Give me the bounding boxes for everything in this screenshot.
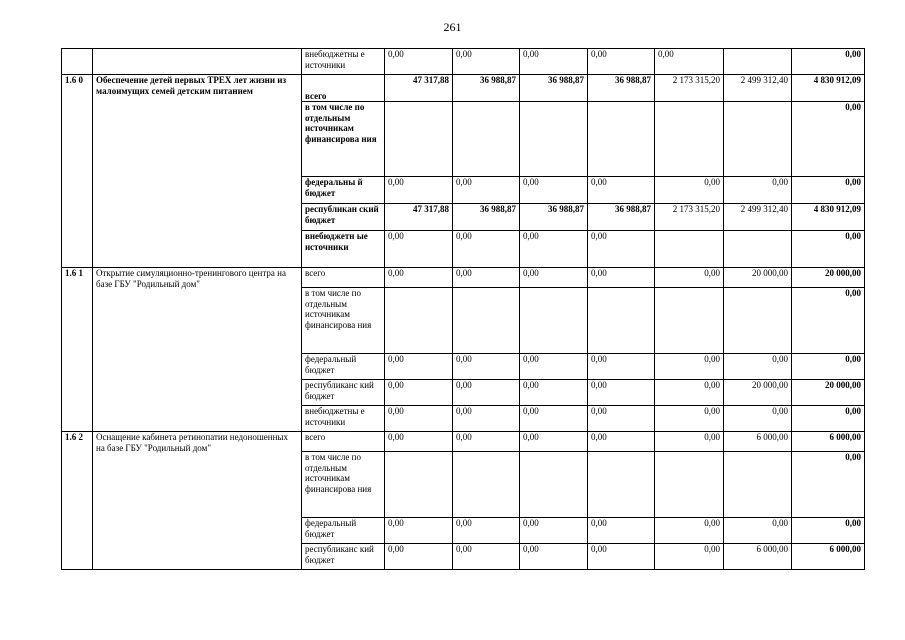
- value-cell: 2 499 312,40: [724, 75, 792, 102]
- value-cell: 0,00: [520, 49, 588, 75]
- value-cell: [655, 452, 724, 518]
- value-cell: 0,00: [520, 177, 588, 204]
- value-cell: 2 173 315,20: [655, 75, 724, 102]
- value-cell: 0,00: [453, 177, 520, 204]
- value-cell: [655, 231, 724, 268]
- value-cell: [724, 49, 792, 75]
- value-cell: 0,00: [520, 432, 588, 452]
- item-title-cell: Обеспечение детей первых ТРЕХ лет жизни из малоимущих семей детским питанием: [93, 75, 302, 268]
- value-cell: 0,00: [588, 49, 655, 75]
- value-cell: 0,00: [385, 354, 453, 380]
- source-cell: внебюджетны е источники: [302, 49, 385, 75]
- value-cell: 0,00: [385, 406, 453, 432]
- table-row: [62, 75, 865, 102]
- value-cell: 0,00: [520, 518, 588, 544]
- source-cell: республиканс кий бюджет: [302, 380, 385, 406]
- value-cell: 0,00: [385, 49, 453, 75]
- source-cell: всего: [302, 268, 385, 288]
- value-cell: 36 988,87: [520, 75, 588, 102]
- value-cell: 0,00: [453, 518, 520, 544]
- value-cell: 0,00: [655, 268, 724, 288]
- value-cell: [520, 288, 588, 354]
- total-cell: 6 000,00: [792, 544, 865, 570]
- value-cell: 0,00: [520, 231, 588, 268]
- value-cell: 0,00: [655, 354, 724, 380]
- value-cell: 0,00: [588, 380, 655, 406]
- item-title-cell: Открытие симуляционно-тренингового центра на базе ГБУ "Родильный дом": [93, 268, 302, 432]
- value-cell: 0,00: [453, 49, 520, 75]
- total-cell: 20 000,00: [792, 268, 865, 288]
- value-cell: 0,00: [453, 380, 520, 406]
- item-number-cell: 1.6 2: [62, 432, 93, 570]
- value-cell: [520, 102, 588, 177]
- value-cell: [453, 102, 520, 177]
- value-cell: 0,00: [655, 406, 724, 432]
- source-cell: внебюджетн ые источники: [302, 231, 385, 268]
- total-cell: 20 000,00: [792, 380, 865, 406]
- value-cell: 0,00: [588, 544, 655, 570]
- value-cell: [385, 452, 453, 518]
- value-cell: 0,00: [453, 354, 520, 380]
- value-cell: 0,00: [655, 544, 724, 570]
- table-row: [62, 432, 865, 452]
- value-cell: 0,00: [724, 354, 792, 380]
- value-cell: 0,00: [724, 518, 792, 544]
- total-cell: 0,00: [792, 354, 865, 380]
- value-cell: 0,00: [655, 177, 724, 204]
- value-cell: 0,00: [453, 231, 520, 268]
- total-cell: 0,00: [792, 231, 865, 268]
- value-cell: 6 000,00: [724, 432, 792, 452]
- value-cell: 0,00: [385, 432, 453, 452]
- value-cell: 0,00: [385, 177, 453, 204]
- value-cell: [588, 102, 655, 177]
- source-cell: республикан ский бюджет: [302, 204, 385, 231]
- value-cell: [724, 231, 792, 268]
- value-cell: 0,00: [655, 518, 724, 544]
- value-cell: [588, 288, 655, 354]
- value-cell: [385, 288, 453, 354]
- value-cell: 0,00: [385, 518, 453, 544]
- total-cell: 0,00: [792, 288, 865, 354]
- value-cell: 0,00: [588, 406, 655, 432]
- value-cell: 0,00: [588, 354, 655, 380]
- source-cell: в том числе по отдельным источникам финансирова ния: [302, 288, 385, 354]
- value-cell: [724, 102, 792, 177]
- value-cell: [385, 102, 453, 177]
- value-cell: 36 988,87: [520, 204, 588, 231]
- table-row: [62, 268, 865, 288]
- value-cell: 20 000,00: [724, 380, 792, 406]
- item-title-cell: Оснащение кабинета ретинопатии недоношенных на базе ГБУ "Родильный дом": [93, 432, 302, 570]
- source-cell: всего: [302, 75, 385, 102]
- value-cell: [453, 452, 520, 518]
- value-cell: 0,00: [453, 268, 520, 288]
- source-cell: в том числе по отдельным источникам финансирова ния: [302, 452, 385, 518]
- value-cell: 0,00: [655, 49, 724, 75]
- source-cell: внебюджетны е источники: [302, 406, 385, 432]
- source-cell: в том числе по отдельным источникам финансирова ния: [302, 102, 385, 177]
- value-cell: 2 499 312,40: [724, 204, 792, 231]
- value-cell: 20 000,00: [724, 268, 792, 288]
- value-cell: [724, 452, 792, 518]
- total-cell: 4 830 912,09: [792, 75, 865, 102]
- value-cell: [588, 452, 655, 518]
- value-cell: 0,00: [520, 354, 588, 380]
- page-number: 261: [443, 20, 462, 34]
- value-cell: 0,00: [453, 406, 520, 432]
- value-cell: 0,00: [385, 268, 453, 288]
- value-cell: 0,00: [520, 406, 588, 432]
- value-cell: [655, 288, 724, 354]
- value-cell: [520, 452, 588, 518]
- value-cell: 36 988,87: [588, 204, 655, 231]
- value-cell: 0,00: [724, 177, 792, 204]
- total-cell: 6 000,00: [792, 432, 865, 452]
- item-number-cell: 1.6 1: [62, 268, 93, 432]
- total-cell: 4 830 912,09: [792, 204, 865, 231]
- total-cell: 0,00: [792, 452, 865, 518]
- value-cell: 0,00: [724, 406, 792, 432]
- value-cell: [655, 102, 724, 177]
- value-cell: 0,00: [588, 231, 655, 268]
- source-cell: всего: [302, 432, 385, 452]
- item-number-cell: [62, 49, 93, 75]
- source-cell: федеральны й бюджет: [302, 177, 385, 204]
- value-cell: 0,00: [588, 177, 655, 204]
- table-row: [62, 49, 865, 75]
- value-cell: 0,00: [453, 544, 520, 570]
- value-cell: 0,00: [520, 544, 588, 570]
- value-cell: 36 988,87: [453, 75, 520, 102]
- source-cell: республиканс кий бюджет: [302, 544, 385, 570]
- total-cell: 0,00: [792, 102, 865, 177]
- value-cell: [724, 288, 792, 354]
- total-cell: 0,00: [792, 49, 865, 75]
- value-cell: 0,00: [385, 231, 453, 268]
- value-cell: 0,00: [385, 544, 453, 570]
- value-cell: 47 317,88: [385, 75, 453, 102]
- value-cell: 2 173 315,20: [655, 204, 724, 231]
- total-cell: 0,00: [792, 406, 865, 432]
- value-cell: [453, 288, 520, 354]
- value-cell: 6 000,00: [724, 544, 792, 570]
- value-cell: 0,00: [588, 518, 655, 544]
- value-cell: 0,00: [520, 268, 588, 288]
- value-cell: 0,00: [655, 432, 724, 452]
- total-cell: 0,00: [792, 518, 865, 544]
- value-cell: 36 988,87: [453, 204, 520, 231]
- source-cell: федеральный бюджет: [302, 518, 385, 544]
- total-cell: 0,00: [792, 177, 865, 204]
- value-cell: 0,00: [385, 380, 453, 406]
- value-cell: 0,00: [588, 268, 655, 288]
- value-cell: 36 988,87: [588, 75, 655, 102]
- value-cell: 0,00: [453, 432, 520, 452]
- item-title-cell: [93, 49, 302, 75]
- value-cell: 47 317,88: [385, 204, 453, 231]
- item-number-cell: 1.6 0: [62, 75, 93, 268]
- source-cell: федеральный бюджет: [302, 354, 385, 380]
- budget-table: [61, 48, 865, 570]
- value-cell: 0,00: [655, 380, 724, 406]
- value-cell: 0,00: [520, 380, 588, 406]
- value-cell: 0,00: [588, 432, 655, 452]
